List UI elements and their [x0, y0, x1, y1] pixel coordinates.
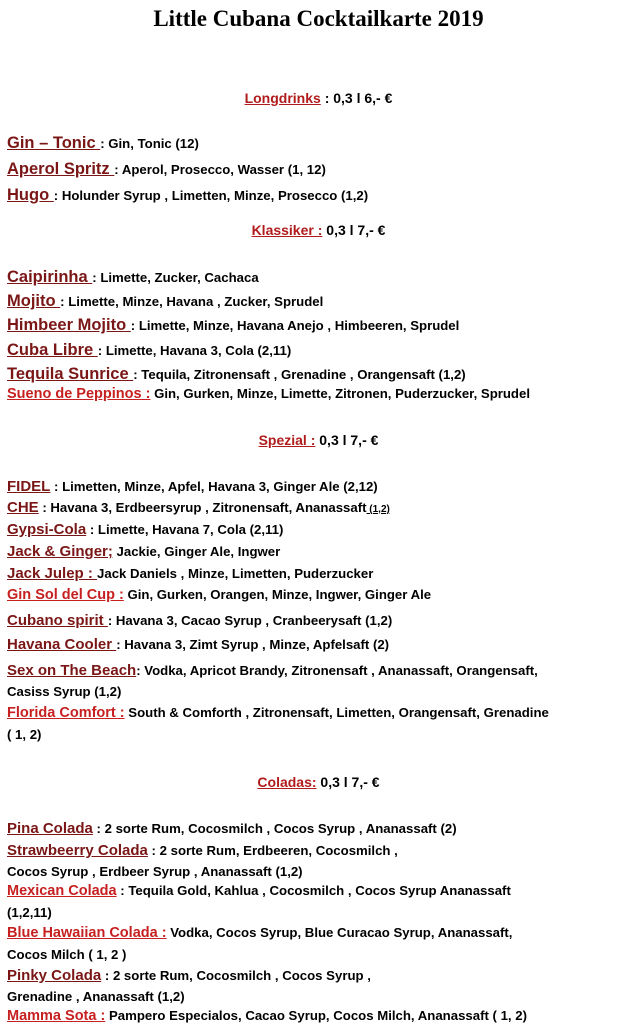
- menu-item: Gypsi-Cola : Limette, Havana 7, Cola (2,11): [7, 521, 284, 538]
- item-name: Mojito: [7, 292, 61, 310]
- menu-item: [7, 1008, 527, 1024]
- item-desc: 2 sorte Rum, Cocosmilch , Cocos Syrup ,: [112, 968, 371, 983]
- item-desc: Gin, Gurken, Orangen, Minze, Ingwer, Ginger Ale: [127, 587, 432, 602]
- item-desc: Havana 3, Erdbeersyrup , Zitronensaft, Ananassaft: [50, 500, 367, 515]
- menu-item: Himbeer Mojito : Limette, Minze, Havana Anejo , Himbeeren, Sprudel: [7, 316, 460, 334]
- item-name: Caipirinha: [7, 268, 93, 286]
- menu-item: FIDEL : Limetten, Minze, Apfel, Havana 3, Ginger Ale (2,12): [7, 478, 378, 495]
- item-desc: 2 sorte Rum, Erdbeeren, Cocosmilch ,: [159, 843, 398, 858]
- item-name: Florida Comfort :: [7, 705, 125, 721]
- menu-item: [7, 565, 373, 582]
- item-name: Aperol Spritz: [7, 160, 115, 178]
- item-desc: Havana 3, Cacao Syrup , Cranbeerysaft (1,2): [115, 613, 393, 628]
- item-desc: Jack Daniels , Minze, Limetten, Puderzucker: [97, 566, 374, 581]
- item-name: Sueno de Peppinos :: [7, 386, 151, 402]
- section-info: 0,3 l 7,- €: [315, 432, 379, 448]
- item-name: Jack & Ginger;: [7, 543, 113, 560]
- section-info: : 0,3 l 6,- €: [320, 90, 393, 106]
- menu-item: Caipirinha : Limette, Zucker, Cachaca: [7, 268, 259, 286]
- item-name: Blue Hawaiian Colada :: [7, 925, 167, 941]
- menu-item: Gin – Tonic : Gin, Tonic (12): [7, 134, 199, 152]
- item-desc: Aperol, Prosecco, Wasser (1, 12): [121, 162, 326, 177]
- section-name: Klassiker :: [251, 222, 323, 238]
- item-name: Strawbeerry Colada: [7, 842, 148, 859]
- item-desc: Gin, Tonic (12): [108, 136, 199, 151]
- section-longdrinks: [0, 90, 637, 106]
- item-name: Jack Julep :: [7, 565, 98, 582]
- section-name: Longdrinks: [244, 90, 321, 106]
- item-name: Gypsi-Cola: [7, 521, 87, 538]
- item-desc: Havana 3, Zimt Syrup , Minze, Apfelsaft (2): [124, 637, 390, 652]
- item-name: Cuba Libre: [7, 341, 98, 359]
- item-desc: Limette, Minze, Havana Anejo , Himbeeren, Sprudel: [138, 318, 460, 333]
- item-desc: Limette, Havana 7, Cola (2,11): [97, 522, 284, 537]
- item-desc-continued: Cocos Milch ( 1, 2 ): [7, 947, 127, 962]
- menu-item: Aperol Spritz : Aperol, Prosecco, Wasser (1, 12): [7, 160, 326, 178]
- item-desc: Limette, Zucker, Cachaca: [100, 270, 259, 285]
- item-desc: Vodka, Cocos Syrup, Blue Curacao Syrup, Ananassaft,: [170, 925, 513, 940]
- menu-item: CHE : Havana 3, Erdbeersyrup , Zitronensaft, Ananassaft (1,2): [7, 499, 390, 516]
- menu-item: [7, 386, 530, 402]
- item-name: Cubano spirit: [7, 612, 108, 629]
- item-name: Mamma Sota :: [7, 1008, 106, 1024]
- item-desc-continued: Grenadine , Ananassaft (1,2): [7, 989, 185, 1004]
- item-name: Gin – Tonic: [7, 134, 101, 152]
- menu-item: [7, 587, 431, 603]
- menu-item: Mexican Colada : Tequila Gold, Kahlua , Cocosmilch , Cocos Syrup Ananassaft: [7, 883, 511, 899]
- menu-item: [7, 543, 280, 560]
- item-name: Pinky Colada: [7, 967, 102, 984]
- page-title: Little Cubana Cocktailkarte 2019: [153, 6, 484, 31]
- item-name: FIDEL: [7, 478, 51, 495]
- item-name: Pina Colada: [7, 820, 93, 837]
- item-desc: Holunder Syrup , Limetten, Minze, Prosecco (1,2): [61, 188, 369, 203]
- item-desc-continued: (1,2,11): [7, 905, 52, 920]
- section-klassiker: [0, 222, 637, 238]
- section-name: Coladas:: [257, 774, 317, 790]
- menu-item: [7, 925, 512, 941]
- menu-item: Havana Cooler : Havana 3, Zimt Syrup , Minze, Apfelsaft (2): [7, 636, 390, 653]
- item-name: Havana Cooler: [7, 636, 117, 653]
- menu-item: [7, 705, 549, 721]
- item-desc: Limette, Havana 3, Cola (2,11): [105, 343, 292, 358]
- item-desc-continued: Casiss Syrup (1,2): [7, 684, 122, 699]
- menu-item: Cubano spirit : Havana 3, Cacao Syrup , Cranbeerysaft (1,2): [7, 612, 393, 629]
- section-name: Spezial :: [258, 432, 316, 448]
- item-desc: Vodka, Apricot Brandy, Zitronensaft , Ananassaft, Orangensaft,: [144, 663, 538, 678]
- menu-item: Mojito : Limette, Minze, Havana , Zucker, Sprudel: [7, 292, 324, 310]
- item-desc: Gin, Gurken, Minze, Limette, Zitronen, Puderzucker, Sprudel: [154, 386, 530, 401]
- item-desc: South & Comforth , Zitronensaft, Limetten, Orangensaft, Grenadine: [128, 705, 549, 720]
- section-coladas: [0, 774, 637, 790]
- item-desc-continued: Cocos Syrup , Erdbeer Syrup , Ananassaft (1,2): [7, 864, 303, 879]
- menu-item: Cuba Libre : Limette, Havana 3, Cola (2,11): [7, 341, 292, 359]
- item-allergens: (1,2): [366, 504, 390, 515]
- item-desc: Jackie, Ginger Ale, Ingwer: [116, 544, 281, 559]
- item-name: Gin Sol del Cup :: [7, 587, 124, 603]
- item-name: Mexican Colada: [7, 883, 117, 899]
- menu-item: Strawbeerry Colada : 2 sorte Rum, Erdbeeren, Cocosmilch ,: [7, 842, 398, 859]
- item-desc: Limette, Minze, Havana , Zucker, Sprudel: [68, 294, 324, 309]
- item-desc: Pampero Especialos, Cacao Syrup, Cocos Milch, Ananassaft ( 1, 2): [108, 1008, 527, 1023]
- item-name: Hugo: [7, 186, 54, 204]
- item-desc-continued: ( 1, 2): [7, 727, 42, 742]
- menu-item: Pinky Colada : 2 sorte Rum, Cocosmilch , Cocos Syrup ,: [7, 967, 371, 984]
- item-name: CHE: [7, 499, 39, 516]
- item-name: Sex on The Beach: [7, 662, 137, 679]
- menu-item: Hugo : Holunder Syrup , Limetten, Minze, Prosecco (1,2): [7, 186, 369, 204]
- item-desc: 2 sorte Rum, Cocosmilch , Cocos Syrup , Ananassaft (2): [104, 821, 457, 836]
- item-desc: Tequila Gold, Kahlua , Cocosmilch , Cocos Syrup Ananassaft: [128, 883, 511, 898]
- item-name: Himbeer Mojito: [7, 316, 131, 334]
- item-desc: Limetten, Minze, Apfel, Havana 3, Ginger Ale (2,12): [62, 479, 378, 494]
- menu-item: Pina Colada : 2 sorte Rum, Cocosmilch , Cocos Syrup , Ananassaft (2): [7, 820, 457, 837]
- section-spezial: [0, 432, 637, 448]
- menu-item: Tequila Sunrice : Tequila, Zitronensaft , Grenadine , Orangensaft (1,2): [7, 365, 466, 383]
- menu-item: Sex on The Beach: Vodka, Apricot Brandy, Zitronensaft , Ananassaft, Orangensaft,: [7, 662, 538, 679]
- item-name: Tequila Sunrice: [7, 365, 134, 383]
- section-info: 0,3 l 7,- €: [322, 222, 386, 238]
- item-desc: Tequila, Zitronensaft , Grenadine , Orangensaft (1,2): [141, 367, 466, 382]
- section-info: 0,3 l 7,- €: [316, 774, 380, 790]
